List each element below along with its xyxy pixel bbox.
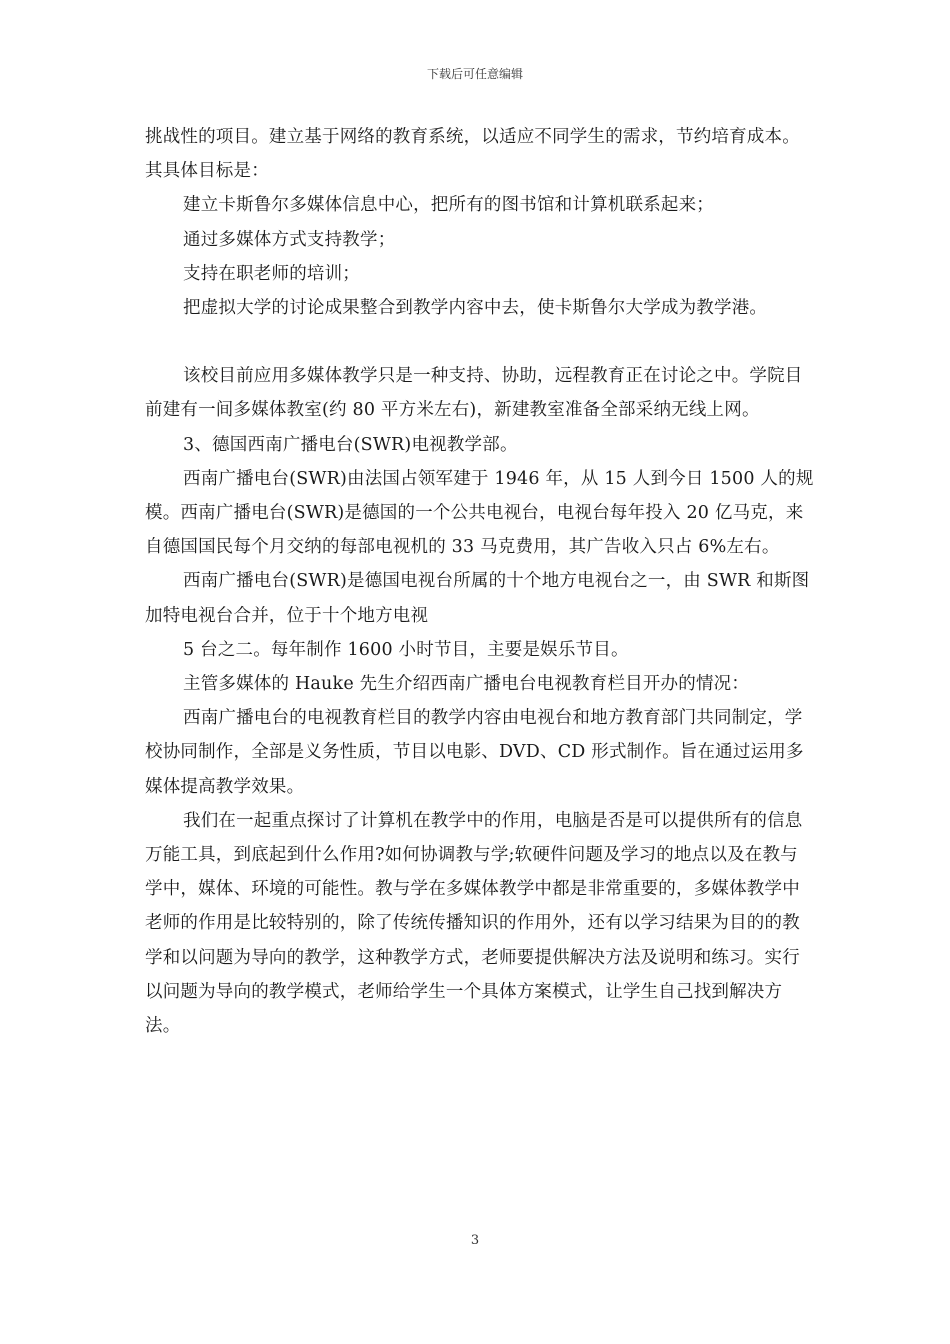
goal-item-4: 把虚拟大学的讨论成果整合到教学内容中去，使卡斯鲁尔大学成为教学港。 — [183, 298, 768, 319]
paragraph-hauke-intro: 主管多媒体的 Hauke 先生介绍西南广播电台电视教育栏目开办的情况： — [183, 674, 750, 695]
paragraph-continuation: 挑战性的项目。建立基于网络的教育系统，以适应不同学生的需求，节约培育成本。其具体目标是： — [145, 127, 800, 182]
section-heading-swr: 3、德国西南广播电台(SWR)电视教学部。 — [183, 434, 518, 455]
goal-item-2: 通过多媒体方式支持教学； — [183, 229, 396, 250]
goal-item-1: 建立卡斯鲁尔多媒体信息中心，把所有的图书馆和计算机联系起来； — [183, 195, 714, 216]
page-header: 下载后可任意编辑 — [426, 67, 523, 81]
paragraph-gap — [145, 325, 815, 359]
paragraph-tv-education: 西南广播电台的电视教育栏目的教学内容由电视台和地方教育部门共同制定，学校协同制作，全部是义务性质，节目以电影、DVD、CD 形式制作。旨在通过运用多媒体提高教学效果。 — [145, 708, 804, 797]
paragraph-school-status: 该校目前应用多媒体教学只是一种支持、协助，远程教育正在讨论之中。学院目前建有一间多媒体教室(约 80 平方米左右)，新建教室准备全部采纳无线上网。 — [145, 366, 803, 421]
page-number: 3 — [470, 1233, 480, 1248]
paragraph-swr-history: 西南广播电台(SWR)由法国占领军建于 1946 年，从 15 人到今日 1500 人的规模。西南广播电台(SWR)是德国的一个公共电视台，电视台每年投入 20 亿马克，来自德国国民每个月交纳的每部电视机的 33 马克费用，其广告收入只占 6%左右。 — [145, 468, 814, 558]
paragraph-swr-regional: 西南广播电台(SWR)是德国电视台所属的十个地方电视台之一，由 SWR 和斯图加特电视台合并，位于十个地方电视 — [145, 571, 810, 626]
goal-item-3: 支持在职老师的培训； — [183, 263, 360, 284]
document-body — [145, 120, 815, 1043]
paragraph-discussion: 我们在一起重点探讨了计算机在教学中的作用，电脑是否是可以提供所有的信息万能工具，到底起到什么作用?如何协调教与学;软硬件问题及学习的地点以及在教与学中，媒体、环境的可能性。教与学在多媒体教学中都是非常重要的，多媒体教学中老师的作用是比较特别的，除了传统传播知识的作用外，还有以学习结果为目的的教学和以问题为导向的教学，这种教学方式，老师要提供解决方法及说明和练习。实行以问题为导向的教学模式，老师给学生一个具体方案模式，让学生自己找到解决方法。 — [145, 810, 803, 1037]
paragraph-swr-programs: 5 台之二。每年制作 1600 小时节目，主要是娱乐节目。 — [183, 639, 629, 660]
